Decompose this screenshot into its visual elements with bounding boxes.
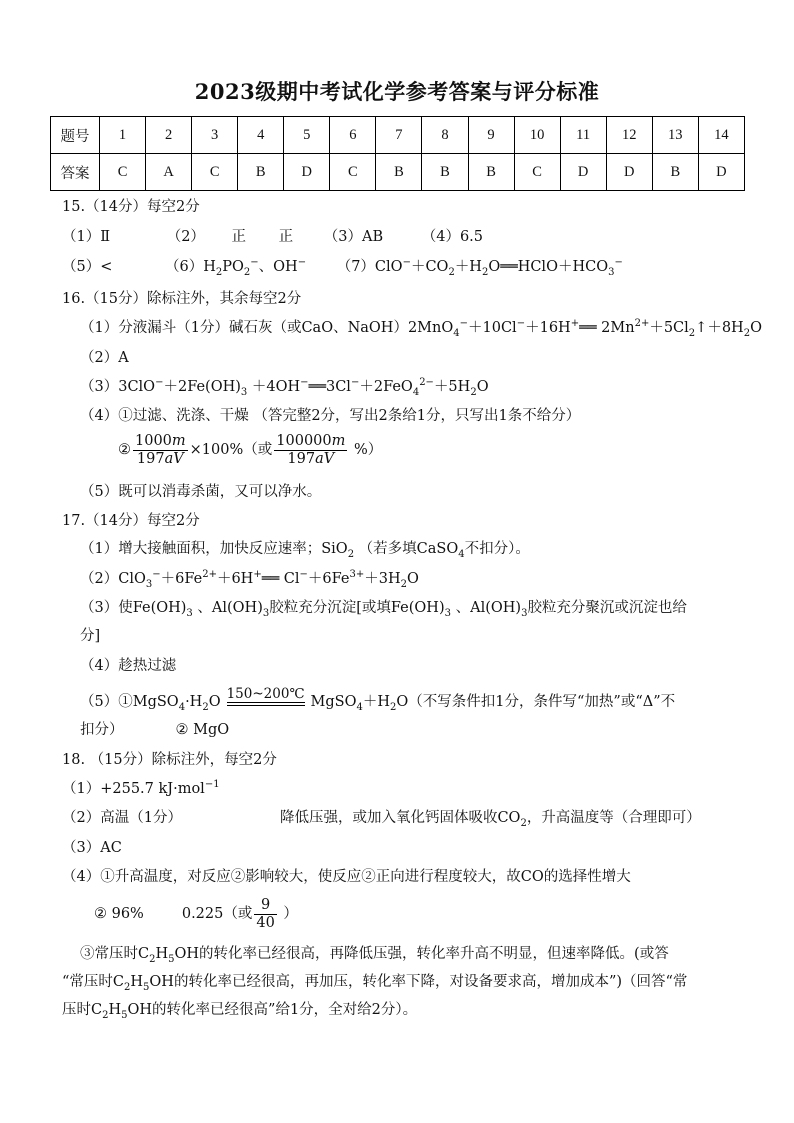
q15-5: （5）< (62, 259, 113, 275)
q16-line4: （4）①过滤、洗涤、干燥 （答完整2分，写出2条给1分，只写出1条不给分） (80, 408, 581, 424)
q18-header: 18. （15分）除标注外，每空2分 (62, 752, 277, 768)
answer-cell: C (330, 154, 376, 191)
q15-line1 (62, 227, 483, 247)
question-number-cell: 11 (560, 117, 606, 154)
q16-line2: （2）A (80, 350, 129, 366)
q18-line5: ② 96% 0.225（或 $\frac{9}{40}$ ） (94, 896, 298, 931)
question-number-cell: 9 (468, 117, 514, 154)
q16-line1: （1）分液漏斗（1分）碱石灰（或CaO、NaOH）2MnO$_4$−＋10Cl−＋16H+══ $2Mn^{2+}+5Cl_2↑+8H_2O$ (80, 318, 762, 339)
q18-line4: （4）①升高温度，对反应②影响较大，使反应②正向进行程度较大，故CO的选择性增大 (62, 869, 631, 885)
question-number-cell: 5 (284, 117, 330, 154)
reaction-condition: 150~200℃ (227, 686, 305, 706)
q15-6: $(6)H_2PO_2^-$、OH− (164, 257, 307, 278)
question-number-label: 题号 (51, 117, 100, 154)
answer-cell: B (468, 154, 514, 191)
answer-cell: A (146, 154, 192, 191)
q16-line5: ② $\frac{1000m}{197aV}$ ×100%（或 $\frac{100000m}{197aV}$ %） (118, 432, 383, 467)
fraction-1: $\frac{1000m}{197aV}$ (135, 432, 186, 467)
q15-line2 (62, 257, 623, 277)
q15-4: （4）6.5 (421, 229, 484, 245)
q17-line5: $(5)①MgSO_4\cdot H_2O$ 150~200℃ $MgSO_4+H_2O$（不写条件扣1分，条件写“加热”或“Δ”不 (80, 686, 676, 713)
fraction-3: $\frac{9}{40}$ (256, 896, 275, 931)
q17-line3: （3）使$Fe(OH)_3$ 、$Al(OH)_3$胶粒充分沉淀[或填$Fe(OH)_3$ 、$Al(OH)_3$胶粒充分聚沉或沉淀也给 (80, 600, 687, 619)
q15-1: （1）Ⅱ (62, 229, 111, 245)
answer-cell: B (652, 154, 698, 191)
answer-cell: C (514, 154, 560, 191)
q17-header: 17.（14分）每空2分 (62, 513, 200, 529)
answer-cell: D (560, 154, 606, 191)
question-number-cell: 7 (376, 117, 422, 154)
question-number-cell: 3 (192, 117, 238, 154)
answer-row (51, 154, 745, 191)
question-number-cell: 10 (514, 117, 560, 154)
q18-line2: （2）高温（1分） 降低压强，或加入氧化钙固体吸收$CO_2$，升高温度等（合理即可） (62, 810, 701, 829)
answer-cell: D (698, 154, 744, 191)
q17-line3b: 分] (80, 628, 101, 644)
question-number-cell: 2 (146, 117, 192, 154)
answer-cell: D (284, 154, 330, 191)
question-number-cell: 14 (698, 117, 744, 154)
q16-line6: （5）既可以消毒杀菌，又可以净水。 (80, 484, 322, 500)
q15-3: （3）AB (323, 229, 384, 245)
answer-table (50, 116, 745, 191)
question-number-cell: 6 (330, 117, 376, 154)
q15-2: （2） (166, 229, 205, 245)
q17-line1: （1）增大接触面积，加快反应速率；SiO$_2$ （若多填CaSO$_4$不扣分）。 (80, 541, 530, 560)
answer-cell: B (376, 154, 422, 191)
q17-line4: （4）趁热过滤 (80, 658, 177, 674)
question-number-row (51, 117, 745, 154)
q18-line7: “常压时$C_2H_5OH$的转化率已经很高，再加压，转化率下降，对设备要求高，增加成本”)（回答“常 (62, 974, 688, 993)
question-number-cell: 13 (652, 117, 698, 154)
q15-header: 15.（14分）每空2分 (62, 199, 200, 215)
question-number-cell: 1 (100, 117, 146, 154)
q15-2b: 正 (278, 229, 294, 245)
q15-7: $(7)ClO^-+CO_2+H_2O══HClO+HCO_3^-$ (336, 257, 623, 278)
answer-cell: B (422, 154, 468, 191)
q16-line3: $(3)3ClO^-+2Fe(OH)_3$ $+4OH^-══3Cl^-+2FeO_4^{2-}+5H_2O$ (80, 377, 489, 398)
q17-line6: 扣分） ② MgO (80, 722, 230, 738)
answer-cell: B (238, 154, 284, 191)
fraction-2: $\frac{100000m}{197aV}$ (276, 432, 346, 467)
answer-cell: C (100, 154, 146, 191)
question-number-cell: 4 (238, 117, 284, 154)
q17-line2: $(2)ClO_3^-+6Fe^{2+}+6H^+══$ $Cl^-+6Fe^{3+}+3H_2O$ (80, 569, 419, 590)
q18-line6: ③常压时$C_2H_5OH$的转化率已经很高，再降低压强，转化率升高不明显，但速率降低。(或答 (80, 946, 669, 965)
q15-2a: 正 (231, 229, 247, 245)
q18-line3: （3）AC (62, 840, 122, 856)
q18-line1: （1）+255.7 kJ·mol$^{-1}$ (62, 779, 220, 797)
answer-label: 答案 (51, 154, 100, 191)
question-number-cell: 12 (606, 117, 652, 154)
answer-cell: D (606, 154, 652, 191)
page-title: 2023级期中考试化学参考答案与评分标准 (194, 79, 600, 104)
answer-cell: C (192, 154, 238, 191)
q18-line8: 压时$C_2H_5OH$的转化率已经很高”给1分，全对给2分）。 (62, 1002, 418, 1021)
question-number-cell: 8 (422, 117, 468, 154)
q16-header: 16.（15分）除标注外，其余每空2分 (62, 291, 302, 307)
